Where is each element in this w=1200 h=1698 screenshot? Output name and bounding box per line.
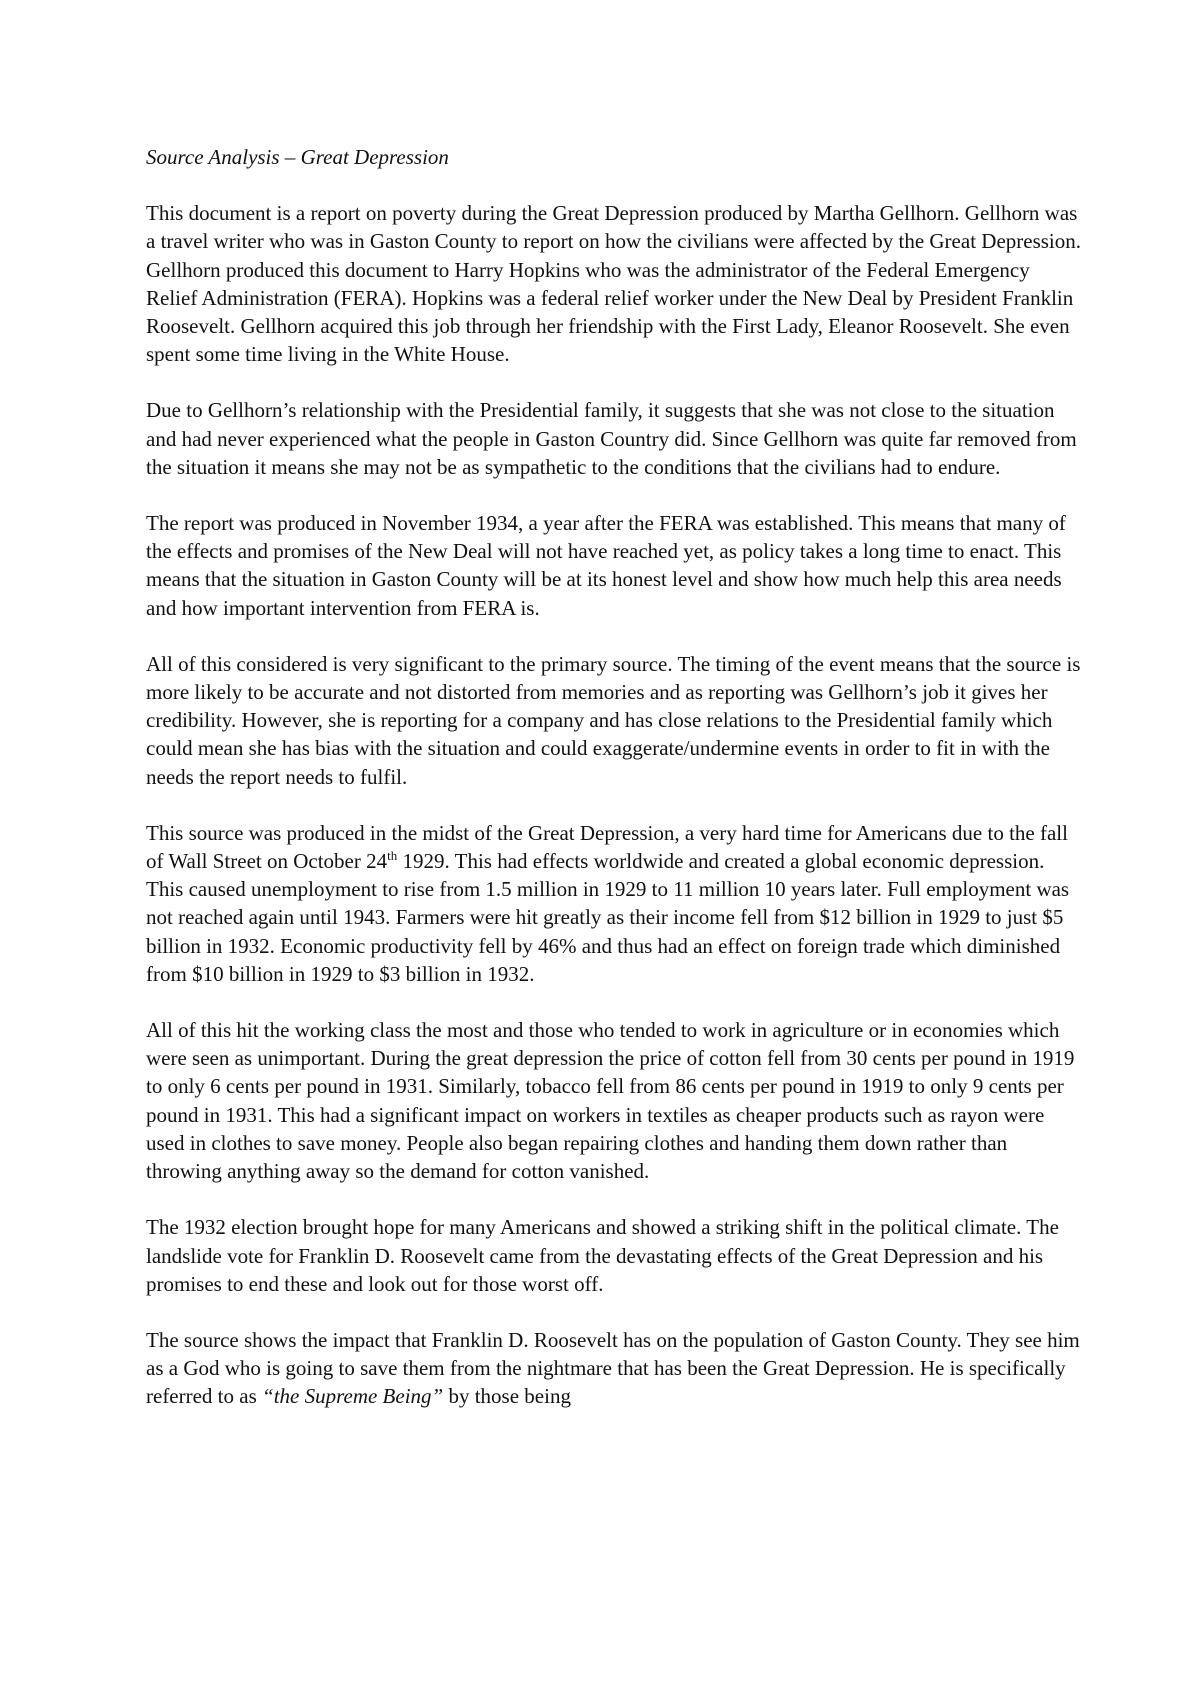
document-body: [146, 143, 1081, 1439]
paragraph-economic-context-end: 1929. This had effects worldwide and created a global economic depression. This caused unemployment to rise from 1.5 million in 1929 to 11 million 10 years later. Full employment was not reached again until 1943. Farmers were hit greatly as their income fell from $12 billion in 1929 to just $5 billion in 1932. Economic productivity fell by 46% and thus had an effect on foreign trade which diminished from $10 billion in 1929 to $3 billion in 1932.: [146, 849, 1070, 986]
paragraph-author-background: This document is a report on poverty during the Great Depression produced by Martha Gellhorn. Gellhorn was a travel writer who was in Gaston County to report on how the civilians were affected by the Great Depression. Gellhorn produced this document to Harry Hopkins who was the administrator of the Federal Emergency Relief Administration (FERA). Hopkins was a federal relief worker under the New Deal by President Franklin Roosevelt. Gellhorn acquired this job through her friendship with the First Lady, Eleanor Roosevelt. She even spent some time living in the White House.: [146, 201, 1082, 367]
paragraph-economic-context: [146, 819, 1081, 988]
paragraph-relationship: Due to Gellhorn’s relationship with the Presidential family, it suggests that she was not close to the situation and had never experienced what the people in Gaston Country did. Since Gellhorn was quite far removed from the situation it means she may not be as sympathetic to the conditions that the civilians had to endure.: [146, 398, 1077, 479]
paragraph-election: The 1932 election brought hope for many Americans and showed a striking shift in the political climate. The landslide vote for Franklin D. Roosevelt came from the devastating effects of the Great Depression and his promises to end these and look out for those worst off.: [146, 1215, 1059, 1296]
paragraph-significance: All of this considered is very significant to the primary source. The timing of the event means that the source is more likely to be accurate and not distorted from memories and as reporting was Gellhorn’s job it gives her credibility. However, she is reporting for a company and has close relations to the Presidential family which could mean she has bias with the situation and could exaggerate/undermine events in order to fit in with the needs the report needs to fulfil.: [146, 651, 1081, 789]
paragraph-report-timing: The report was produced in November 1934, a year after the FERA was established. This means that many of the effects and promises of the New Deal will not have reached yet, as policy takes a long time to enact. This means that the situation in Gaston County will be at its honest level and show how much help this area needs and how important intervention from FERA is.: [146, 511, 1066, 620]
paragraph-economic-context-start: This source was produced in the midst of the Great Depression, a very hard time for Americans due to the fall of Wall Street on October 24: [146, 820, 1068, 874]
supreme-being-quote: “the Supreme Being”: [262, 1384, 444, 1409]
paragraph-roosevelt-impact-end: by those being: [443, 1384, 571, 1409]
paragraph-roosevelt-impact-start: The source shows the impact that Franklin D. Roosevelt has on the population of Gaston County. They see him as a God who is going to save them from the nightmare that has been the Great Depression. He is specifically referred to as: [146, 1327, 1080, 1409]
document-title: Source Analysis – Great Depression: [146, 145, 449, 169]
paragraph-working-class: All of this hit the working class the most and those who tended to work in agriculture or in economies which were seen as unimportant. During the great depression the price of cotton fell from 30 cents per pound in 1919 to only 6 cents per pound in 1931. Similarly, tobacco fell from 86 cents per pound in 1919 to only 9 cents per pound in 1931. This had a significant impact on workers in textiles as cheaper products such as rayon were used in clothes to save money. People also began repairing clothes and handing them down rather than throwing anything away so the demand for cotton vanished.: [146, 1018, 1075, 1184]
paragraph-roosevelt-impact: [146, 1326, 1081, 1411]
ordinal-suffix: th: [387, 848, 398, 864]
